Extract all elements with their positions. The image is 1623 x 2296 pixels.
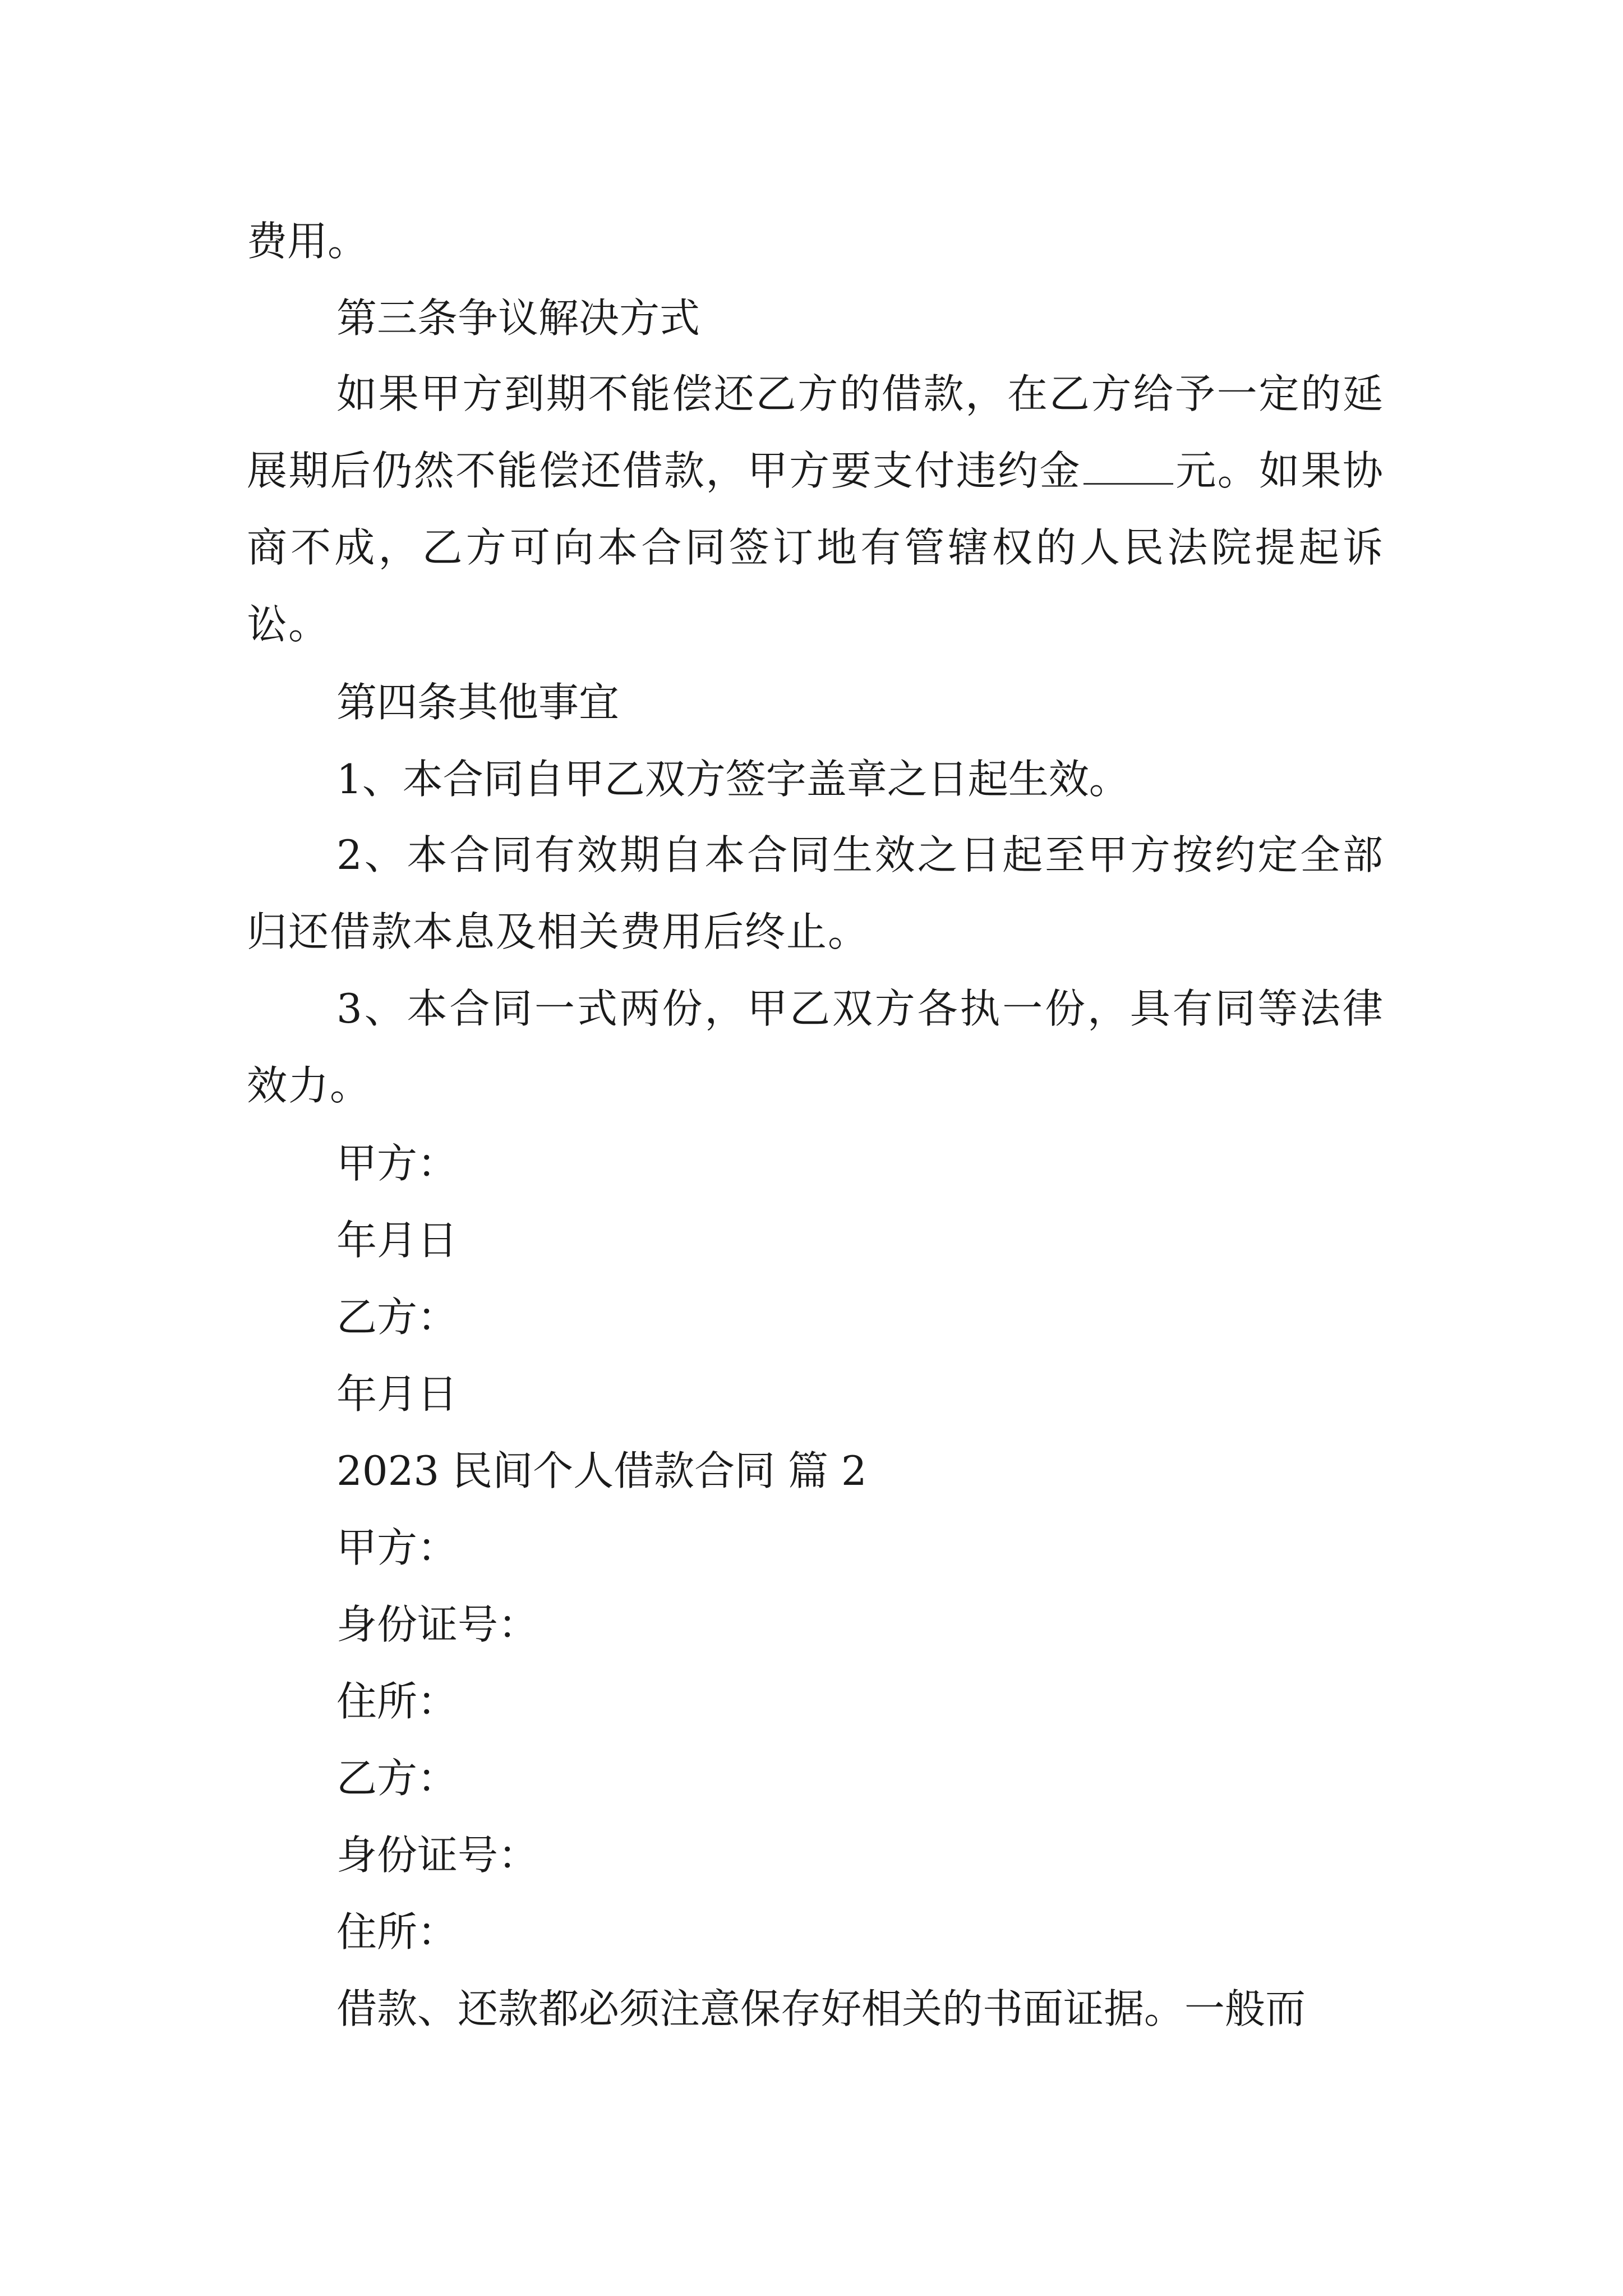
party-b-address-label: 住所： (336, 1908, 458, 1955)
article-3-text-part2: 元。如果协商不成，乙方可向本合同签订地有管辖权的人民法院提起诉讼。 (247, 447, 1384, 648)
article-3-heading: 第三条争议解决方式 (336, 295, 700, 342)
party-a-label: 甲方： (336, 1140, 458, 1187)
penalty-amount-blank (1083, 449, 1173, 485)
text-line-fees: 费用。 (247, 218, 368, 265)
party-b-id-label: 身份证号： (336, 1832, 539, 1879)
party-b-date: 年月日 (336, 1370, 458, 1418)
article-3-paragraph (247, 356, 1384, 663)
article-4-heading: 第四条其他事宜 (336, 679, 620, 726)
article-3-text-part1: 如果甲方到期不能偿还乙方的借款，在乙方给予一定的延展期后仍然不能偿还借款，甲方要支付违约金 (247, 370, 1384, 494)
text-line-evidence: 借款、还款都必须注意保存好相关的书面证据。一般而 (336, 1985, 1306, 2032)
clause-2: 2、本合同有效期自本合同生效之日起至甲方按约定全部归还借款本息及相关费用后终止。 (247, 831, 1384, 955)
party-b-label-2: 乙方： (336, 1755, 458, 1802)
party-a-address-label: 住所： (336, 1678, 458, 1725)
party-a-id-label: 身份证号： (336, 1601, 539, 1648)
party-a-date: 年月日 (336, 1217, 458, 1264)
clause-3: 3、本合同一式两份，甲乙双方各执一份，具有同等法律效力。 (247, 985, 1384, 1109)
party-b-label: 乙方： (336, 1294, 458, 1341)
section-title-2: 2023 民间个人借款合同 篇 2 (336, 1447, 867, 1494)
clause-1: 1、本合同自甲乙双方签字盖章之日起生效。 (336, 756, 1129, 803)
party-a-label-2: 甲方： (336, 1524, 458, 1571)
